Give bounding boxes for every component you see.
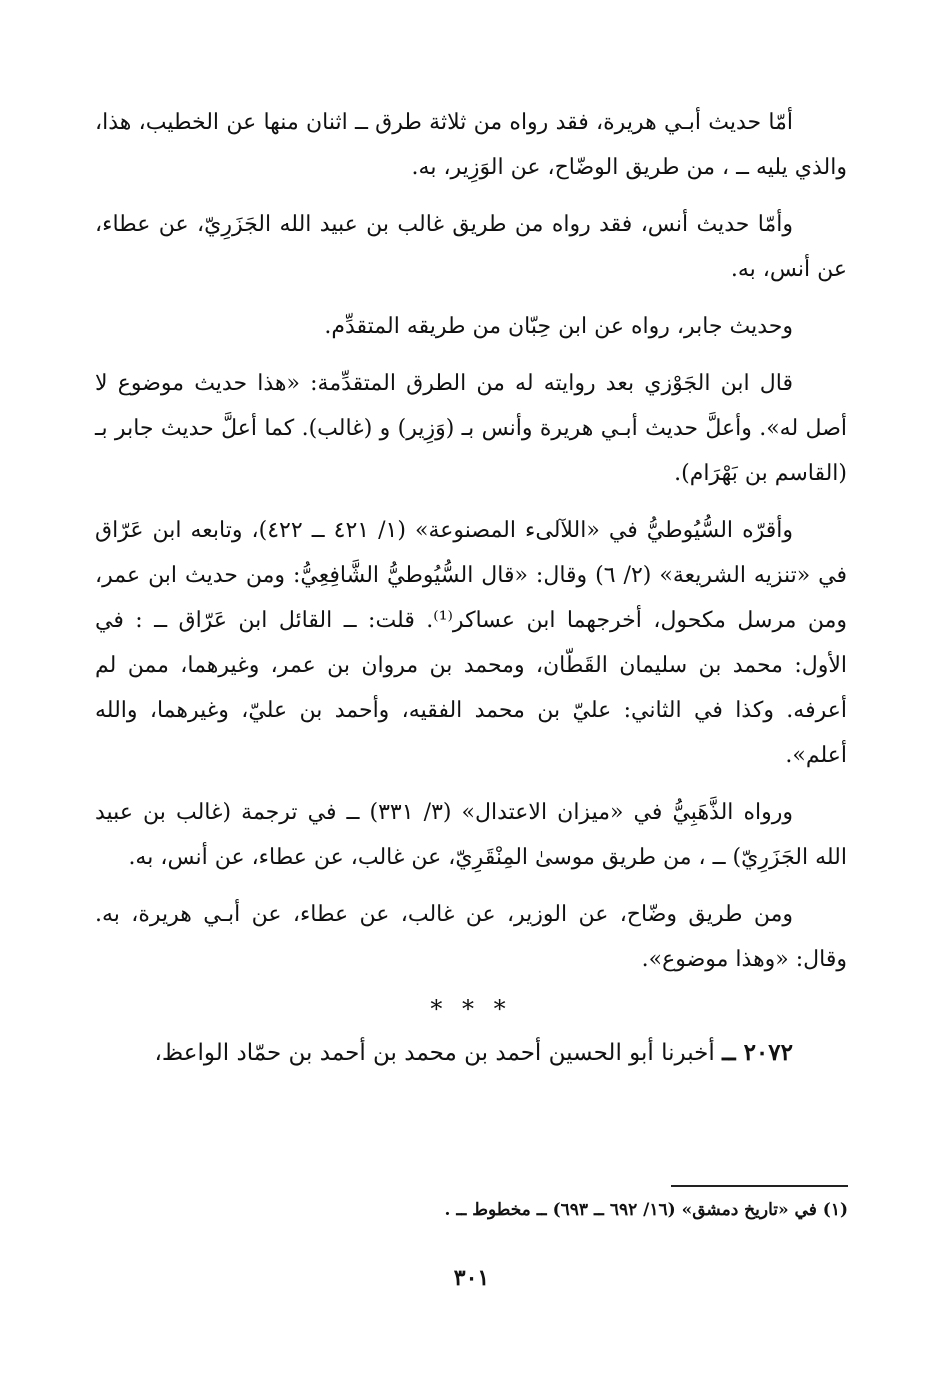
footnote: (١) في «تاريخ دمشق» (١٦/ ٦٩٢ ــ ٦٩٣) ــ مخطوط ــ .	[444, 1200, 848, 1220]
page-body	[95, 100, 847, 1076]
footnote-divider	[671, 1185, 848, 1187]
paragraph-abu-hurayra: أمّا حديث أبـي هريرة، فقد رواه من ثلاثة طرق ــ اثنان منها عن الخطيب، هذا، والذي يليه ــ ، من طريق الوضّاح، عن الوَزِير، به.	[95, 110, 847, 180]
paragraph-anas: وأمّا حديث أنس، فقد رواه من طريق غالب بن عبيد الله الجَزَرِيّ، عن عطاء، عن أنس، به.	[95, 212, 847, 282]
paragraph-dhahabi: ورواه الذَّهَبِيُّ في «ميزان الاعتدال» (٣/ ٣٣١) ــ في ترجمة (غالب بن عبيد الله الجَزَرِيّ) ــ ، من طريق موسىٰ المِنْقَرِيّ، عن غالب، عن عطاء، عن أنس، به.	[95, 800, 847, 870]
paragraph-ibn-jawzi: قال ابن الجَوْزي بعد روايته له من الطرق المتقدِّمة: «هذا حديث موضوع لا أصل له». وأعلَّ حديث أبـي هريرة وأنس بـ (وَزِير) و (غالب). كما أعلَّ حديث جابر بـ (القاسم بن بَهْرَام).	[95, 371, 847, 486]
hadith-text: أخبرنا أبو الحسين أحمد بن محمد بن أحمد بن حمّاد الواعظ،	[154, 1040, 723, 1066]
paragraph-jabir: وحديث جابر، رواه عن ابن حِبّان من طريقه المتقدِّم.	[324, 314, 793, 339]
section-separator: * * *	[430, 995, 512, 1023]
paragraph-waddah: ومن طريق وضّاح، عن الوزير، عن غالب، عن عطاء، عن أبـي هريرة، به. وقال: «وهذا موضوع».	[95, 902, 847, 972]
hadith-entry	[95, 1030, 847, 1076]
paragraph-suyuti: وأقرّه السُّيُوطيُّ في «اللآلىء المصنوعة» (١/ ٤٢١ ــ ٤٢٢)، وتابعه ابن عَرّاق في «تنزيه الشريعة» (٢/ ٦) وقال: «قال السُّيُوطيُّ الشَّافِعِيُّ: ومن حديث ابن عمر، ومن مرسل مكحول، أخرجهما ابن عساكر⁽¹⁾. قلت: ــ القائل ابن عَرّاق ــ : في الأول: محمد بن سليمان القَطّان، ومحمد بن مروان بن عمر، وغيرهما، ممن لم أعرفه. وكذا في الثاني: عليّ بن محمد الفقيه، وأحمد بن عليّ، وغيرهما، والله أعلم».	[95, 518, 848, 768]
page-number: ٣٠١	[453, 1265, 490, 1291]
hadith-number: ٢٠٧٢ ــ	[722, 1039, 793, 1066]
